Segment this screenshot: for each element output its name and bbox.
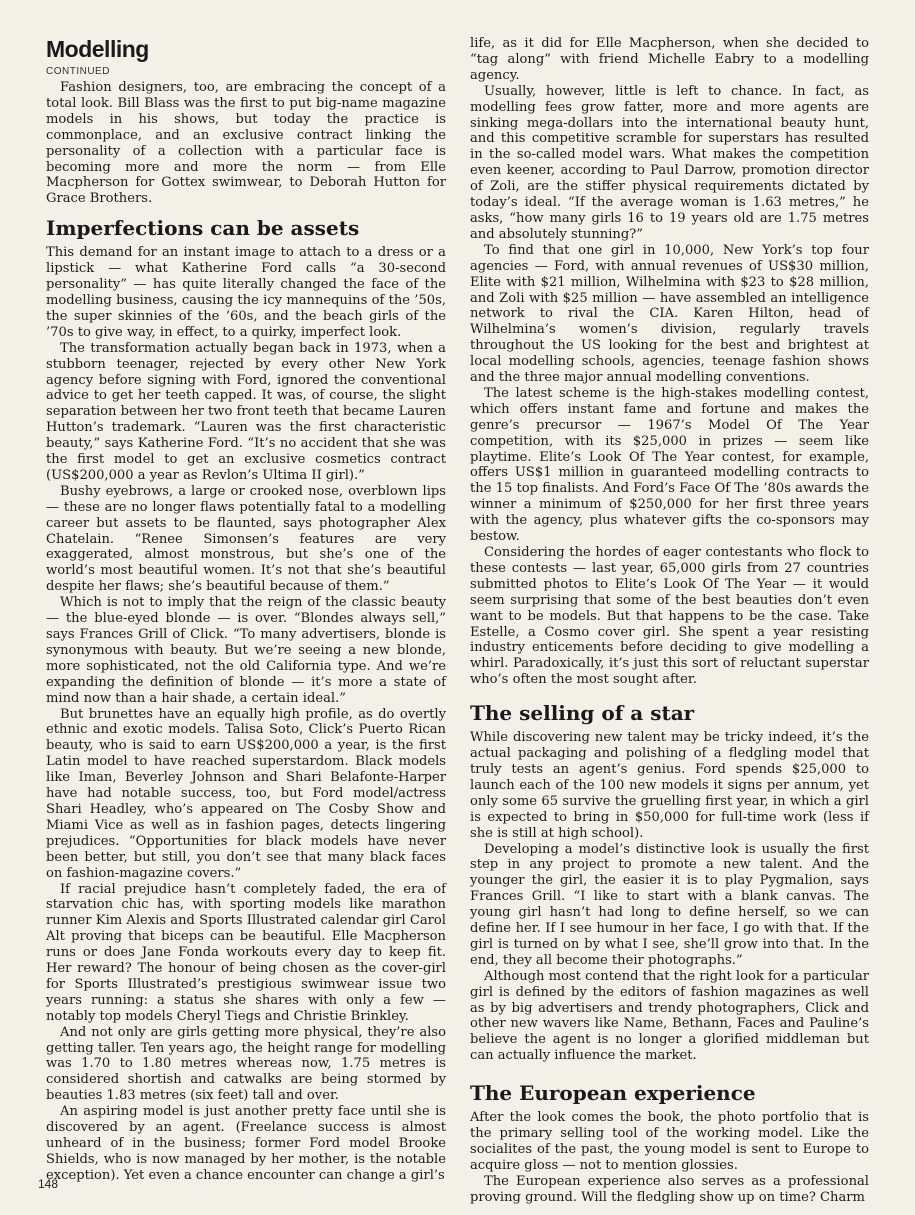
intro-paragraph: Fashion designers, too, are embracing the concept of a total look. Bill Blass was the first to put big-name magazine models in his shows, but today the practice is commonplace, and an exclusive contract linking the personality of a collection with a particular face is becoming more and more the norm — from Elle Macpherson for Gottex swimwear, to Deborah Hutton for Grace Brothers. [46, 80, 446, 207]
body-paragraph: To find that one girl in 10,000, New York’s top four agencies — Ford, with annual revenues of US$30 million, Elite with $21 million, Wilhelmina with $23 to $28 million, and Zoli with $25 million — have assembled an intelligence network to rival the CIA. Karen Hilton, head of Wilhelmina’s women’s division, regularly travels throughout the US looking for the best and brightest at local modelling schools, agencies, teenage fashion shows and the three major annual modelling conventions. [470, 242, 869, 386]
body-paragraph: This demand for an instant image to attach to a dress or a lipstick — what Katherine Ford calls “a 30-second personality” — has quite literally changed the face of the modelling business, causing the icy mannequins of the ’50s, the super skinnies of the ’60s, and the beach girls of the ’70s to give way, in effect, to a quirky, imperfect look. [46, 245, 446, 340]
body-paragraph: An aspiring model is just another pretty face until she is discovered by an agent. (Freelance success is almost unheard of in the business; former Ford model Brooke Shields, who is now managed by her mother, is the notable exception). Yet even a chance encounter can change a girl’s [46, 1104, 446, 1183]
left-column [46, 34, 446, 1185]
body-paragraph: Although most contend that the right look for a particular girl is defined by the editors of fashion magazines as well as by big advertisers and trendy photographers, Click and other new wavers like Name, Bethann, Faces and Pauline’s believe the agent is no longer a glorified middleman but can actually influence the market. [470, 968, 870, 1064]
subhead-selling-of-a-star: The selling of a star [470, 701, 695, 726]
body-paragraph: Considering the hordes of eager contestants who flock to these contests — last year, 65,000 girls from 27 countries submitted photos to Elite’s Look Of The Year — it would seem surprising that some of the best beauties don’t even want to be models. But that happens to be the case. Take Estelle, a Cosmo cover girl. She spent a year resisting industry enticements before deciding to give modelling a whirl. Paradoxically, it’s just this sort of reluctant superstar who’s often the most sought after. [470, 545, 869, 688]
body-paragraph: The transformation actually began back in 1973, when a stubborn teenager, rejected by every other New York agency before signing with Ford, ignored the conventional advice to get her teeth capped. It was, of course, the slight separation between her two front teeth that became Lauren Hutton’s trademark. “Lauren was the first characteristic beauty,” says Katherine Ford. “It’s no accident that she was the first model to get an exclusive cosmetics contract (US$200,000 a year as Revlon’s Ultima II girl).” [46, 340, 446, 483]
continued-label: CONTINUED [46, 66, 110, 77]
body-paragraph: While discovering new talent may be tricky indeed, it’s the actual packaging and polishing of a fledgling model that truly tests an agent’s genius. Ford spends $25,000 to launch each of the 100 new models it signs per annum, yet only some 65 survive the gruelling first year, in which a girl is expected to bring in $50,000 for full-time work (less if she is still at high school). [470, 730, 869, 841]
body-paragraph: Which is not to imply that the reign of the classic beauty — the blue-eyed blonde — is over. “Blondes always sell,” says Frances Grill of Click. “To many advertisers, blonde is synonymous with beauty. But we’re seeing a new blonde, more sophisticated, not the old California type. And we’re expanding the definition of blonde — it’s more a state of mind now than a hair shade, a certain ideal.” [46, 595, 446, 706]
subhead-imperfections: Imperfections can be assets [46, 216, 360, 241]
body-paragraph: Bushy eyebrows, a large or crooked nose, overblown lips — these are no longer flaws potentially fatal to a modelling career but assets to be flaunted, says photographer Alex Chatelain. “Renee Simonsen’s features are very exaggerated, almost monstrous, but she’s one of the world’s most beautiful women. It’s not that she’s beautiful despite her flaws; she’s beautiful because of them.” [46, 483, 446, 595]
body-paragraph: Developing a model’s distinctive look is usually the first step in any project to promote a new talent. And the younger the girl, the easier it is to play Pygmalion, says Frances Grill. “I like to start with a blank canvas. The young girl hasn’t had long to define herself, so we can define her. If I see humour in her face, I go with that. If the girl is turned on by what I see, she’ll grow into that. In the end, they all become their photographs.” [470, 841, 869, 968]
subhead-european-experience: The European experience [470, 1081, 756, 1106]
body-paragraph: The latest scheme is the high-stakes modelling contest, which offers instant fame and fortune and makes the genre’s precursor — 1967’s Model Of The Year competition, with its $25,000 in prizes — seem like playtime. Elite’s Look Of The Year contest, for example, offers US$1 million in guaranteed modelling contracts to the 15 top finalists. And Ford’s Face Of The ’80s awards the winner a minimum of $250,000 for her first three years with the agency, plus whatever gifts the co-sponsors may bestow. [470, 385, 869, 545]
body-paragraph: If racial prejudice hasn’t completely faded, the era of starvation chic has, with sporting models like marathon runner Kim Alexis and Sports Illustrated calendar girl Carol Alt proving that biceps can be beautiful. Elle Macpherson runs or does Jane Fonda workouts every day to keep fit. Her reward? The honour of being chosen as the cover-girl for Sports Illustrated’s prestigious swimwear issue two years running: a status she shares with only a few — notably top models Cheryl Tiegs and Christie Brinkley. [46, 881, 446, 1024]
body-paragraph: The European experience also serves as a professional proving ground. Will the fledgling show up on time? Charm [470, 1173, 869, 1205]
page-number: 148 [38, 1177, 59, 1191]
section-title: Modelling [46, 36, 149, 62]
right-column [470, 36, 870, 1205]
body-paragraph: After the look comes the book, the photo portfolio that is the primary selling tool of the working model. Like the socialites of the past, the young model is sent to Europe to acquire gloss — not to mention glossies. [470, 1110, 869, 1173]
body-paragraph: But brunettes have an equally high profile, as do overtly ethnic and exotic models. Talisa Soto, Click’s Puerto Rican beauty, who is said to earn US$200,000 a year, is the first Latin model to have reached superstardom. Black models like Iman, Beverley Johnson and Shari Belafonte-Harper have had notable success, too, but Ford model/actress Shari Headley, who’s appeared on The Cosby Show and Miami Vice as well as in fashion pages, detects lingering prejudices. “Opportunities for black models have never been better, but still, you don’t see that many black faces on fashion-magazine covers.” [46, 706, 446, 881]
body-paragraph: life, as it did for Elle Macpherson, when she decided to “tag along” with friend Michelle Eabry to a modelling agency. [470, 36, 869, 83]
body-paragraph: Usually, however, little is left to chance. In fact, as modelling fees grow fatter, more and more agents are sinking mega-dollars into the international beauty hunt, and this competitive scramble for superstars has resulted in the so-called model wars. What makes the competition even keener, according to Paul Darrow, promotion director of Zoli, are the stiffer physical requirements dictated by today’s ideal. “If the average woman is 1.63 metres,” he asks, “how many girls 16 to 19 years old are 1.75 metres and absolutely stunning?” [470, 83, 869, 242]
body-paragraph: And not only are girls getting more physical, they’re also getting taller. Ten years ago, the height range for modelling was 1.70 to 1.80 metres whereas now, 1.75 metres is considered shortish and catwalks are being stormed by beauties 1.83 metres (six feet) tall and over. [46, 1024, 446, 1104]
